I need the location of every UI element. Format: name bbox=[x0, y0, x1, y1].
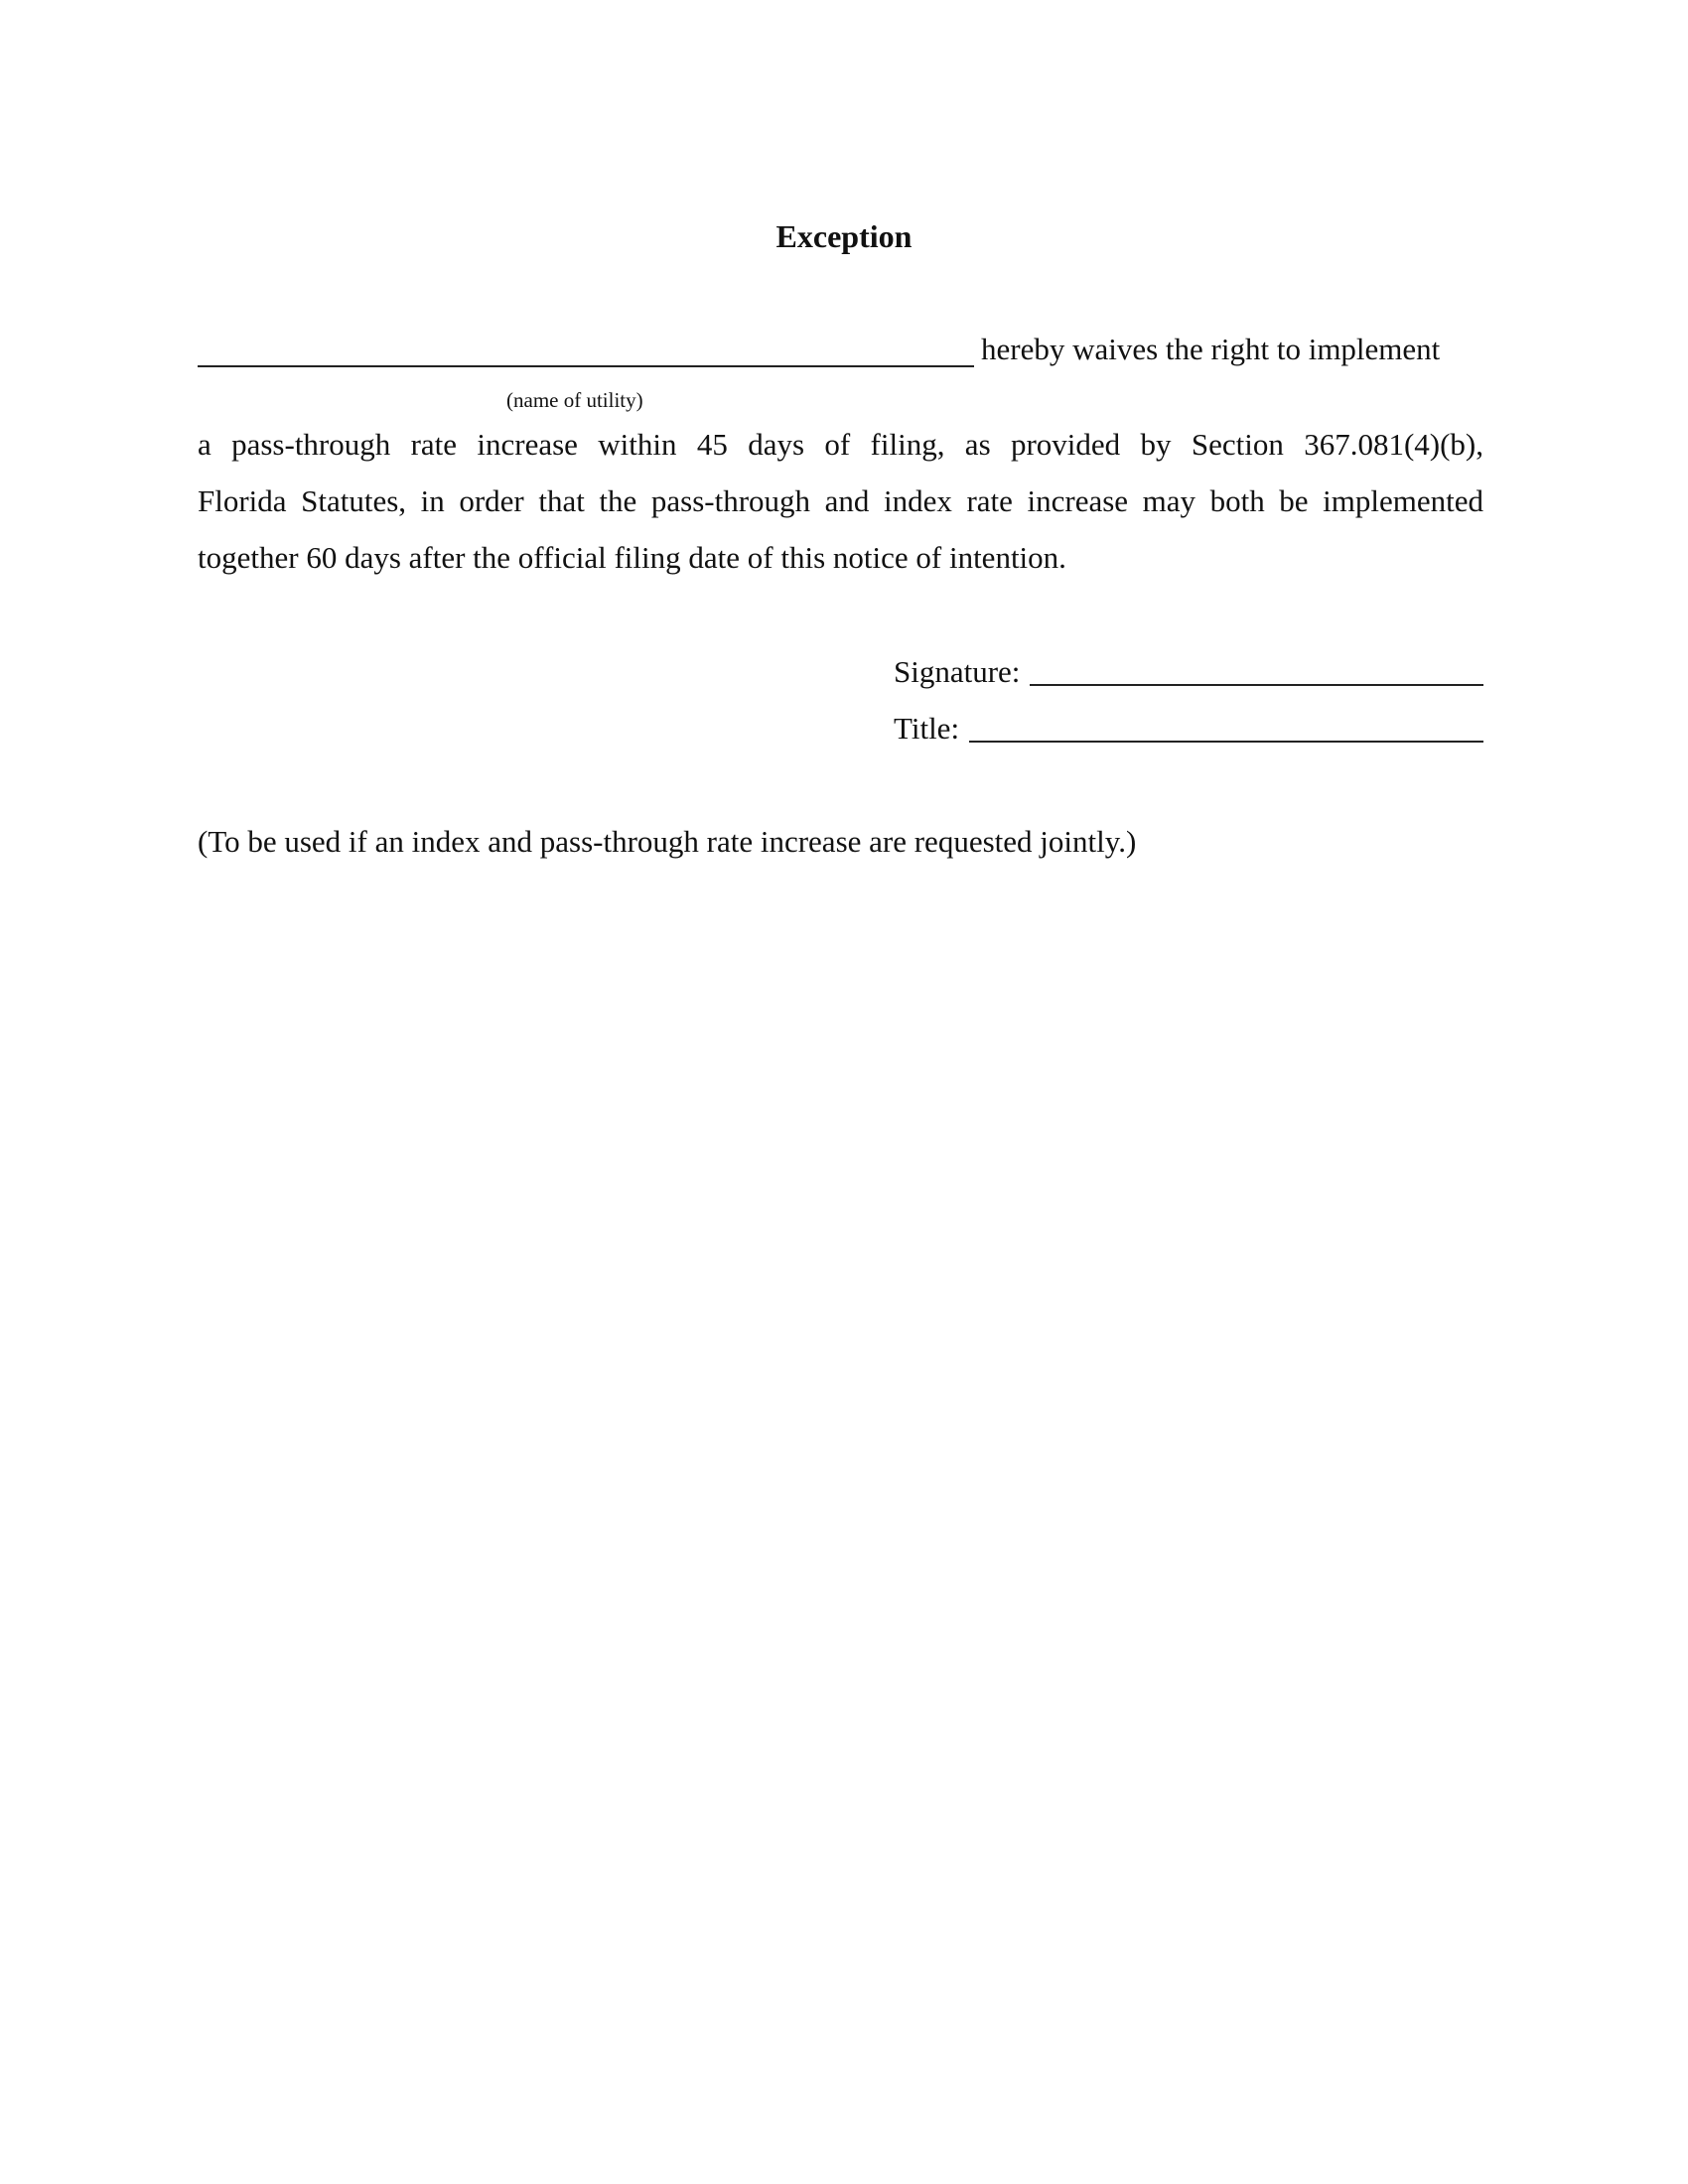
utility-name-caption: (name of utility) bbox=[506, 388, 643, 412]
waive-text: hereby waives the right to implement bbox=[981, 332, 1441, 366]
title-label: Title: bbox=[894, 711, 960, 746]
utility-name-blank[interactable] bbox=[198, 365, 974, 367]
signature-blank[interactable] bbox=[1030, 684, 1483, 686]
document-title: Exception bbox=[775, 218, 913, 254]
title-blank[interactable] bbox=[969, 741, 1483, 743]
signature-row bbox=[894, 652, 1483, 692]
body-line-3: together 60 days after the official filing date of this notice of intention. bbox=[198, 540, 1066, 575]
body-line-2: Florida Statutes, in order that the pass-through and index rate increase may both be implemented bbox=[198, 483, 1483, 518]
title-row bbox=[894, 709, 1483, 749]
signature-label: Signature: bbox=[894, 654, 1021, 689]
usage-note: (To be used if an index and pass-through rate increase are requested jointly.) bbox=[198, 824, 1137, 859]
body-line-1: a pass-through rate increase within 45 days of filing, as provided by Section 367.081(4)(b), bbox=[198, 427, 1483, 462]
